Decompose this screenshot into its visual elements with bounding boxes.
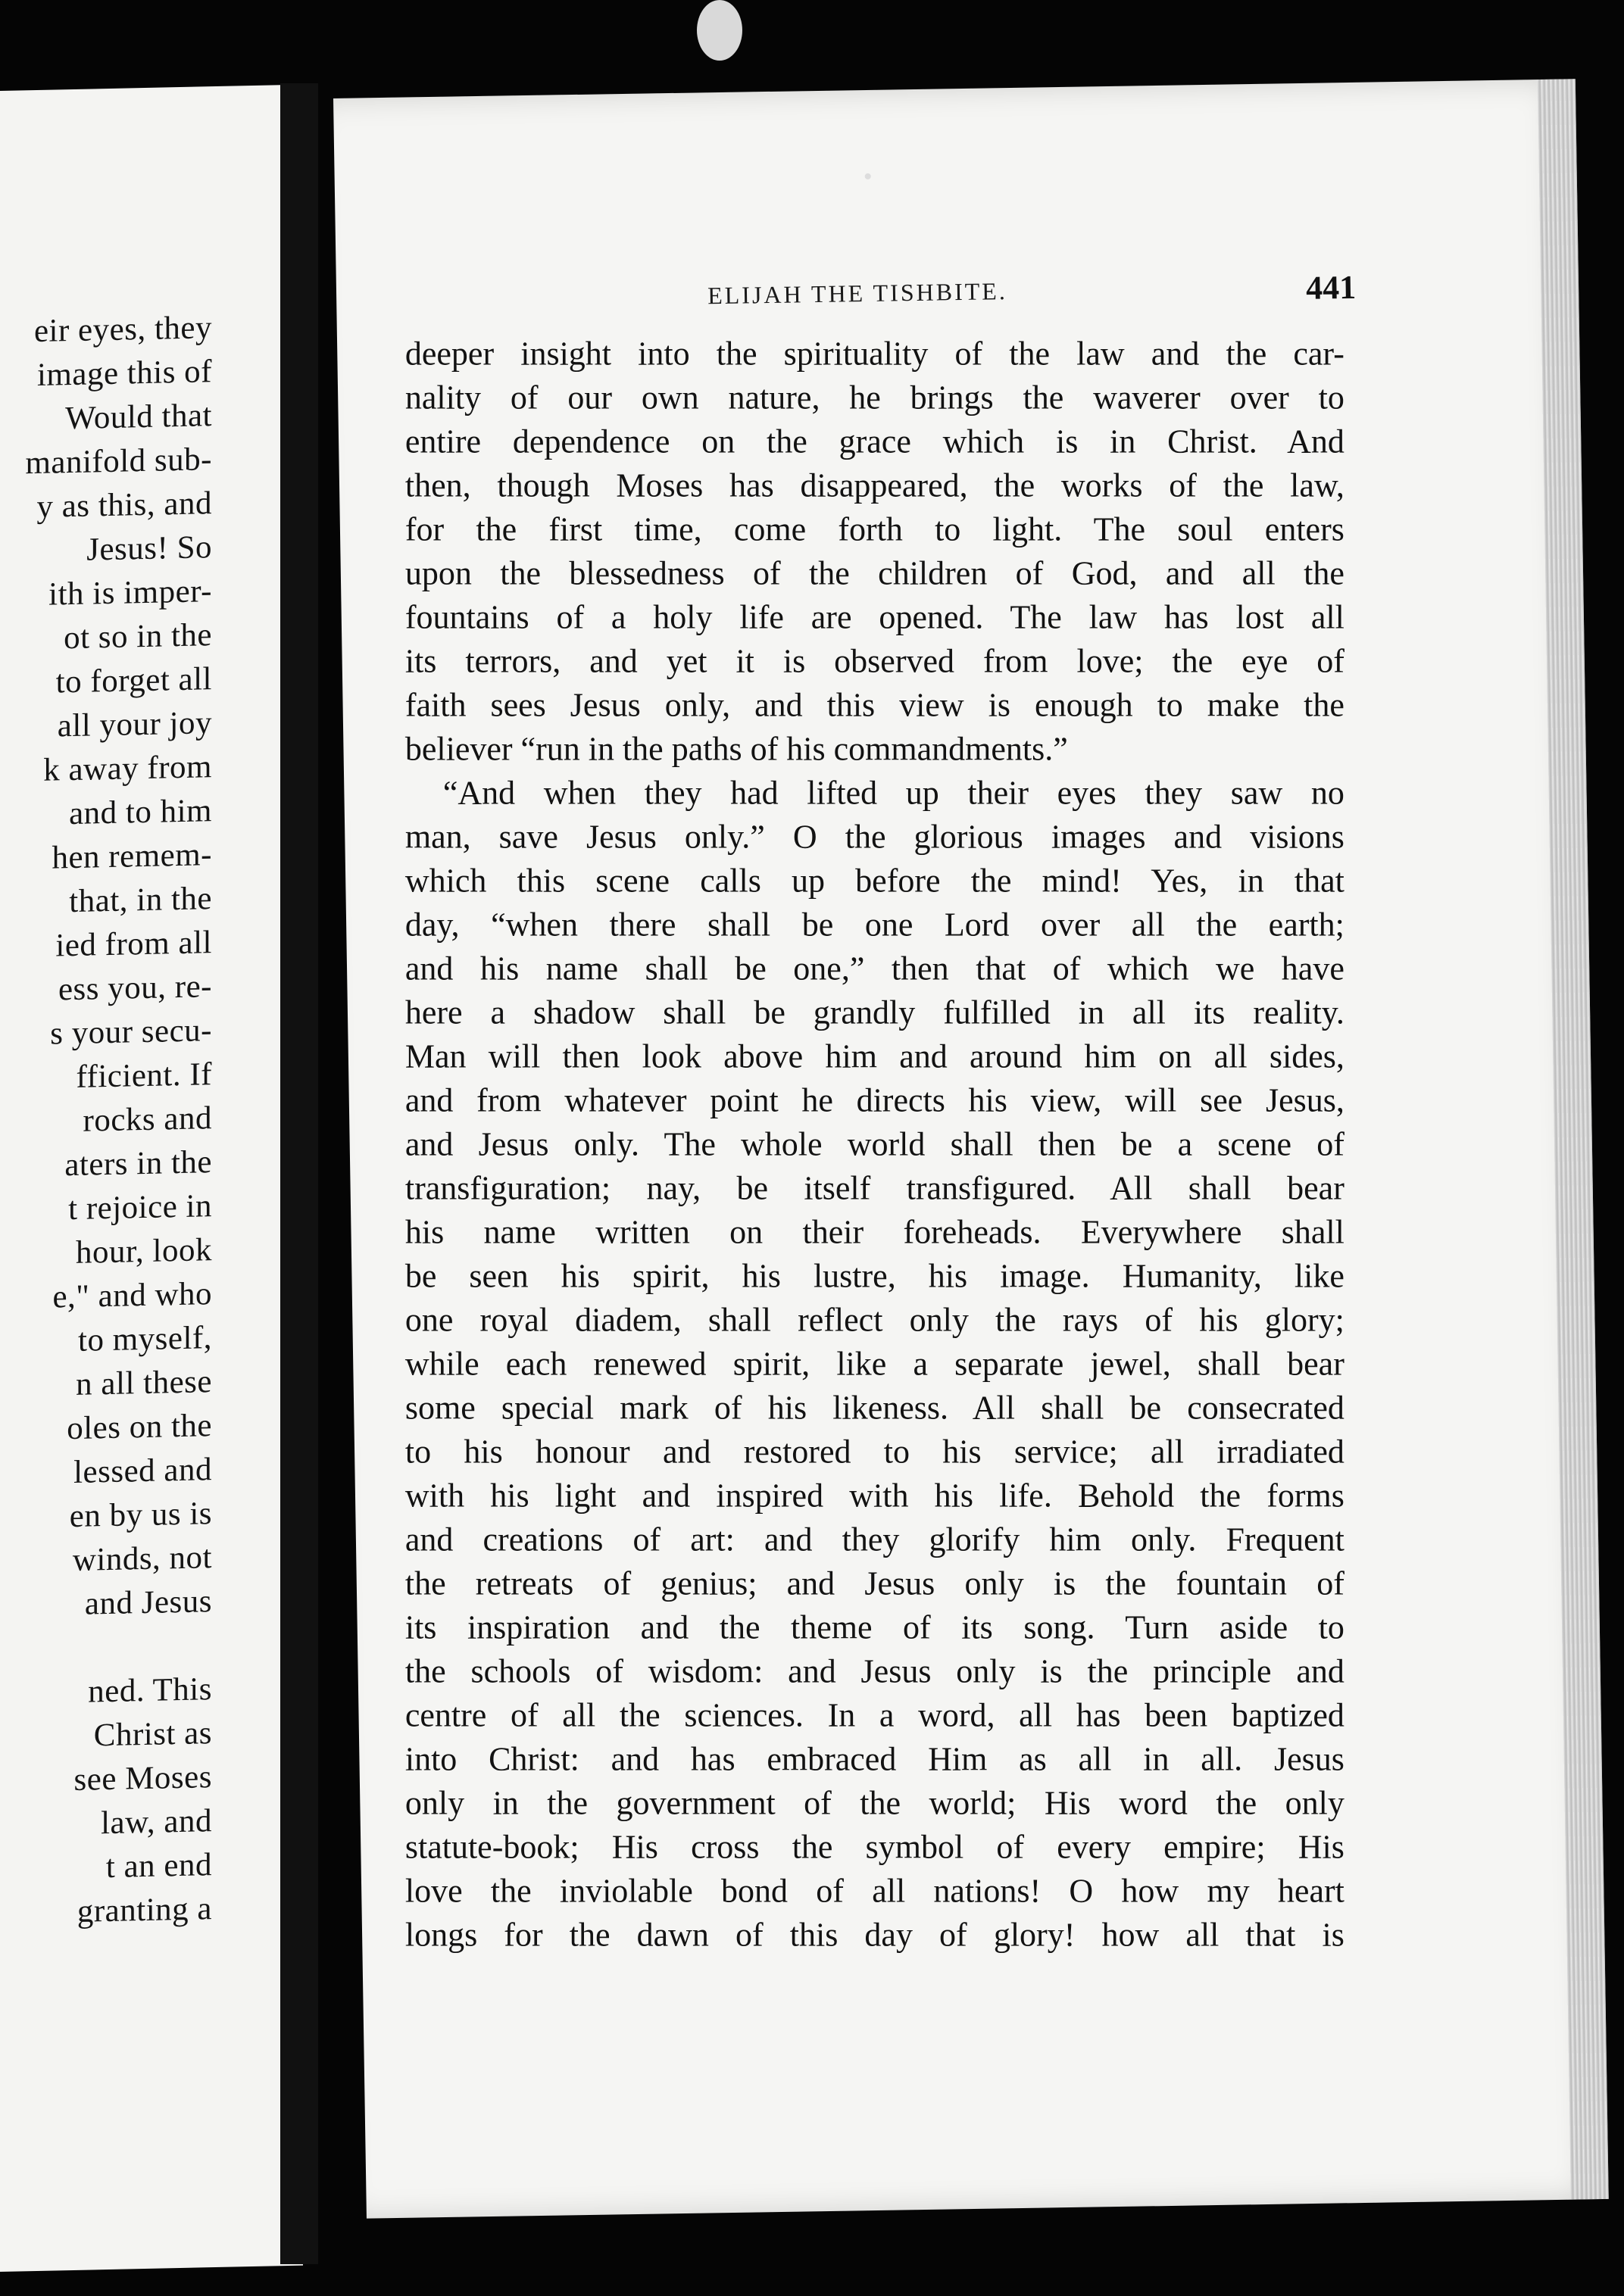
left-text-line: see Moses [73,1759,212,1798]
page-edge [1538,79,1609,2199]
left-text-line: e," and who [52,1276,212,1315]
text-line: deeper insight into the spirituality of the law and the car- [404,335,1344,373]
text-line: nality of our own nature, he brings the waverer over to [404,379,1344,416]
text-line: transfiguration; nay, be itself transfigured. All shall bear [404,1169,1344,1207]
left-text-line: n all these [76,1364,212,1402]
text-line: with his light and inspired with his life. Behold the forms [404,1477,1344,1515]
right-page [333,79,1609,2218]
left-text-line: k away from [43,749,212,788]
left-text-line: that, in the [69,881,212,920]
text-line: entire dependence on the grace which is in Christ. And [404,423,1344,460]
left-text-line: fficient. If [76,1056,212,1095]
text-line: only in the government of the world; His word the only [404,1784,1344,1822]
text-line: the retreats of genius; and Jesus only is the fountain of [404,1564,1344,1602]
left-text-line: manifold sub- [25,441,212,482]
text-line: love the inviolable bond of all nations! O how my heart [404,1872,1344,1910]
left-text-line: to forget all [55,661,212,700]
text-line: which this scene calls up before the mind! Yes, in that [404,862,1344,900]
left-text-line: ith is imper- [48,573,212,613]
running-head: ELIJAH THE TISHBITE. [707,277,1008,310]
left-text-line: oles on the [67,1408,212,1447]
left-text-line: and Jesus [84,1583,212,1622]
left-text-line: hour, look [75,1232,212,1271]
left-text-line: en by us is [69,1496,212,1535]
left-text-line: t rejoice in [68,1188,212,1228]
text-line: then, though Moses has disappeared, the works of the law, [404,466,1344,504]
text-line: into Christ: and has embraced Him as all in all. Jesus [404,1740,1344,1778]
page-number: 441 [1305,268,1357,307]
left-text-line: all your joy [57,705,212,744]
text-line: for the first time, come forth to light. The soul enters [404,510,1344,548]
text-line: Man will then look above him and around him on all sides, [404,1037,1344,1075]
text-line: faith sees Jesus only, and this view is enough to make the [404,686,1344,724]
left-text-line: lessed and [73,1452,212,1490]
text-line: man, save Jesus only.” O the glorious images and visions [404,818,1344,856]
left-text-line: ot so in the [64,617,212,657]
left-text-line: ied from all [55,925,212,964]
left-page-text [0,306,212,1941]
left-text-line: ned. This [88,1671,212,1710]
left-text-line: y as this, and [36,485,212,525]
text-line: one royal diadem, shall reflect only the rays of his glory; [404,1301,1344,1339]
left-text-line: Would that [65,398,212,437]
left-page [0,85,303,2272]
text-line: be seen his spirit, his lustre, his image. Humanity, like [404,1257,1344,1295]
text-line: fountains of a holy life are opened. The law has lost all [404,598,1344,636]
text-line: his name written on their foreheads. Everywhere shall [404,1213,1344,1251]
scan-smudge [697,0,742,61]
left-text-line: t an end [105,1847,212,1886]
left-text-line: image this of [36,354,212,393]
body-text [405,332,1344,1958]
text-line: longs for the dawn of this day of glory! how all that is [404,1916,1344,1954]
text-line: upon the blessedness of the children of God, and all the [404,554,1344,592]
left-text-line: winds, not [72,1540,212,1578]
left-text-line: law, and [101,1803,212,1842]
text-line: and from whatever point he directs his view, will see Jesus, [404,1081,1344,1119]
text-line: “And when they had lifted up their eyes they saw no [442,774,1344,812]
left-text-line: ess you, re- [58,969,212,1008]
text-line: statute-book; His cross the symbol of every empire; His [404,1828,1344,1866]
text-line: its inspiration and the theme of its song. Turn aside to [404,1608,1344,1646]
left-text-line: to myself, [78,1320,212,1359]
text-line: believer “run in the paths of his commandments.” [404,730,1068,768]
text-line: its terrors, and yet it is observed from love; the eye of [404,642,1344,680]
text-line: some special mark of his likeness. All shall be consecrated [404,1389,1344,1427]
text-line: the schools of wisdom: and Jesus only is the principle and [404,1652,1344,1690]
text-line: and his name shall be one,” then that of which we have [404,950,1344,987]
text-line: and Jesus only. The whole world shall then be a scene of [404,1125,1344,1163]
page-speck [865,173,871,179]
left-text-line: granting a [77,1891,212,1929]
text-line: here a shadow shall be grandly fulfilled in all its reality. [404,994,1344,1031]
text-line: to his honour and restored to his service; all irradiated [404,1433,1344,1471]
text-line: centre of all the sciences. In a word, all has been baptized [404,1696,1344,1734]
book-gutter [280,83,318,2264]
text-line: and creations of art: and they glorify him only. Frequent [404,1521,1344,1558]
left-text-line: Christ as [93,1715,212,1754]
text-line: while each renewed spirit, like a separate jewel, shall bear [404,1345,1344,1383]
left-text-line: eir eyes, they [33,310,212,350]
left-text-line: rocks and [83,1100,212,1139]
left-text-line: hen remem- [52,837,212,876]
text-line: day, “when there shall be one Lord over all the earth; [404,906,1344,944]
left-text-line: s your secu- [50,1012,212,1052]
left-text-line: and to him [69,793,212,832]
left-text-line: Jesus! So [86,529,212,568]
left-text-line: aters in the [64,1144,212,1184]
